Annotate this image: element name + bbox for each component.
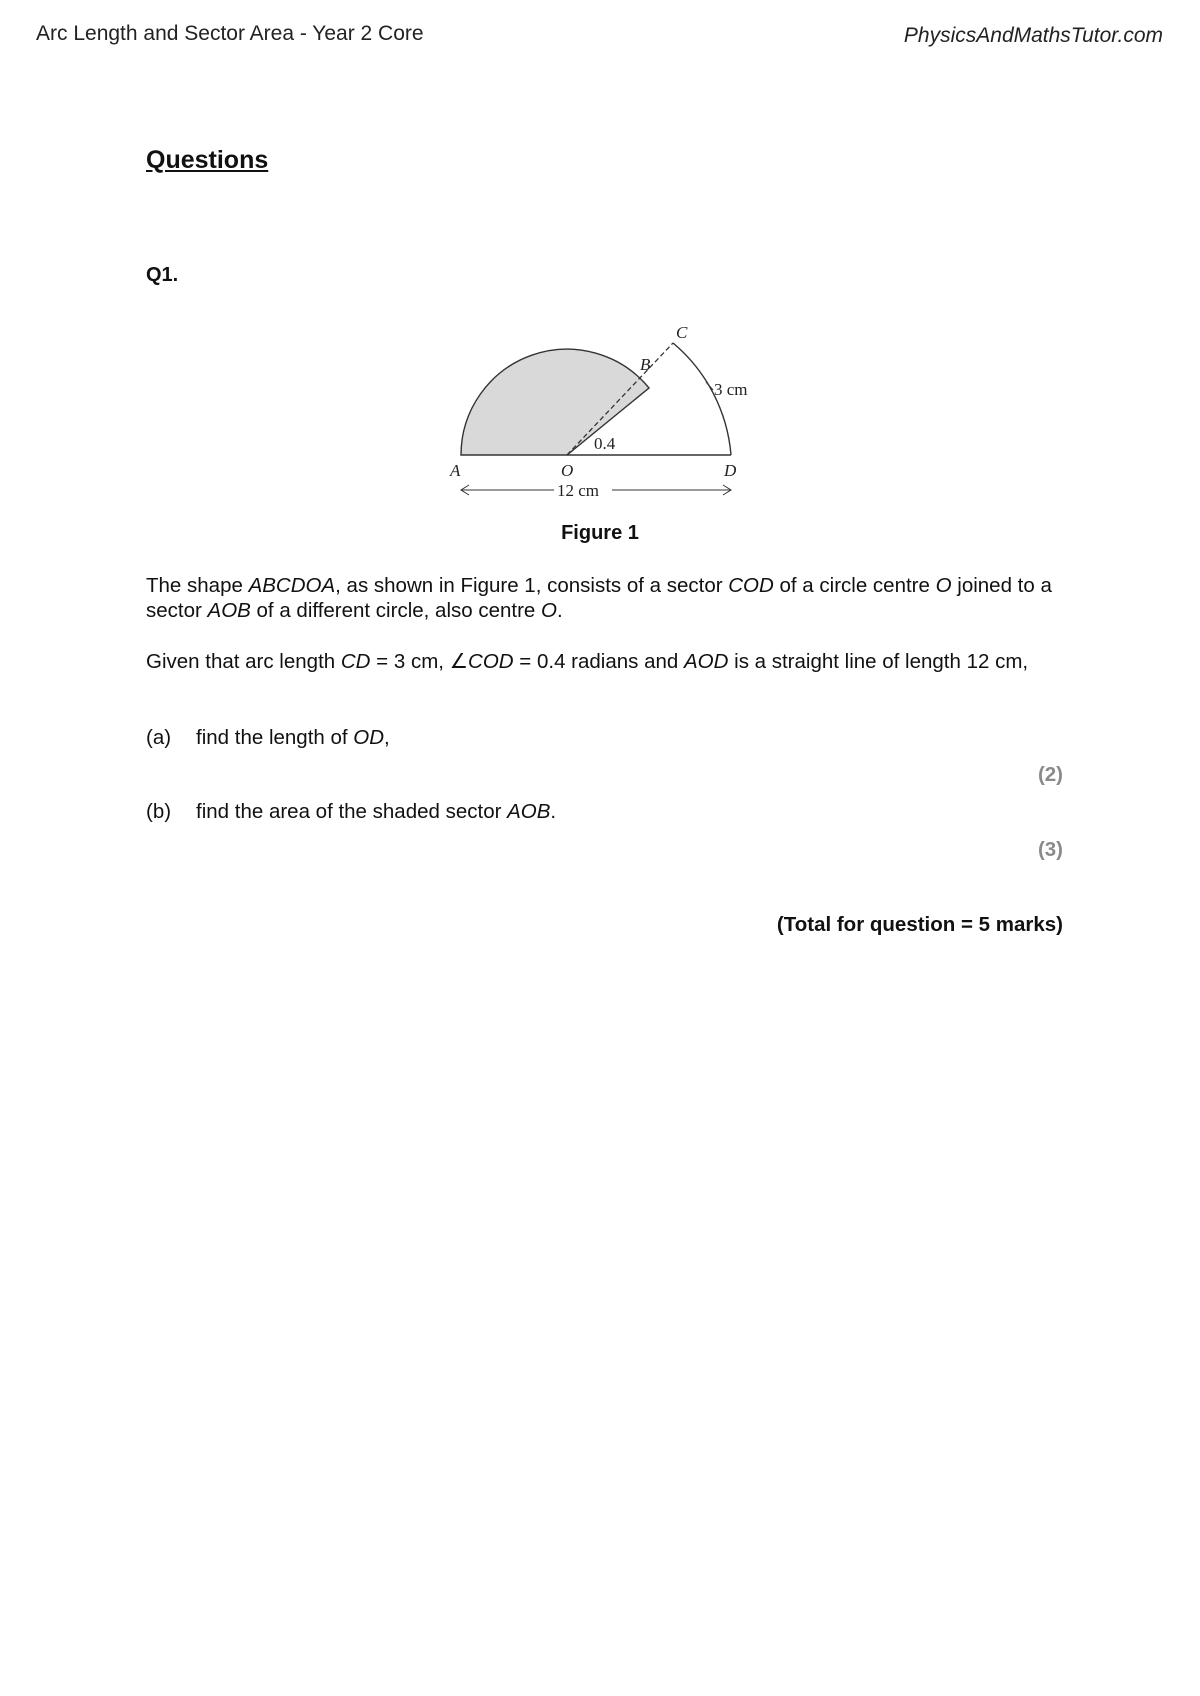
question-part-b <box>146 800 1066 824</box>
section-heading: Questions <box>146 146 269 174</box>
text-run: find the area of the shaded sector <box>196 800 508 823</box>
site-name: PhysicsAndMathsTutor.com <box>903 24 1163 47</box>
text-run: find the length of <box>196 726 354 749</box>
italic-run: CD <box>340 650 371 673</box>
label-b: B <box>640 355 651 374</box>
shaded-sector-aob <box>461 349 649 455</box>
text-run: joined to a sector <box>146 574 1052 622</box>
italic-run: AOB <box>207 599 251 622</box>
label-c: C <box>676 323 688 342</box>
label-a: A <box>450 461 461 480</box>
label-o: O <box>561 461 574 480</box>
text-run: of a circle centre <box>773 574 936 597</box>
text-run: is a straight line of length 12 cm, <box>728 650 1029 673</box>
text-run: . <box>550 800 557 823</box>
arc-label-pointer <box>706 382 713 390</box>
italic-run: O <box>541 599 557 622</box>
question-number: Q1. <box>146 264 179 286</box>
italic-run: O <box>935 574 952 597</box>
figure-1-diagram <box>430 316 770 502</box>
marks-part-a: (2) <box>1037 763 1063 786</box>
text-run: = 3 cm, ∠ <box>370 650 469 673</box>
label-base-length: 12 cm <box>557 481 600 500</box>
italic-run: AOB <box>507 800 551 823</box>
text-run: of a different circle, also centre <box>250 599 542 622</box>
text-run: , <box>384 726 390 749</box>
italic-run: COD <box>728 574 774 597</box>
part-letter: (b) <box>146 800 172 823</box>
question-paragraph-2 <box>146 649 1066 674</box>
text-run: The shape <box>146 574 249 597</box>
text-run: = 0.4 radians and <box>513 650 684 673</box>
question-part-a <box>146 726 1066 750</box>
label-d: D <box>724 461 737 480</box>
italic-run: COD <box>468 650 514 673</box>
text-run: , as shown in Figure 1, consists of a sector <box>335 574 729 597</box>
italic-run: ABCDOA <box>248 574 336 597</box>
italic-run: AOD <box>684 650 729 673</box>
question-paragraph-1 <box>146 573 1066 623</box>
label-arc-length: 3 cm <box>714 380 748 399</box>
figure-caption: Figure 1 <box>561 522 639 544</box>
part-letter: (a) <box>146 726 172 749</box>
label-angle: 0.4 <box>594 434 616 453</box>
text-run: . <box>556 599 563 622</box>
text-run: Given that arc length <box>146 650 341 673</box>
total-marks: (Total for question = 5 marks) <box>776 913 1063 936</box>
italic-run: OD <box>353 726 385 749</box>
arc-cd <box>673 343 731 455</box>
document-header-title: Arc Length and Sector Area - Year 2 Core <box>36 22 424 45</box>
marks-part-b: (3) <box>1037 838 1063 861</box>
